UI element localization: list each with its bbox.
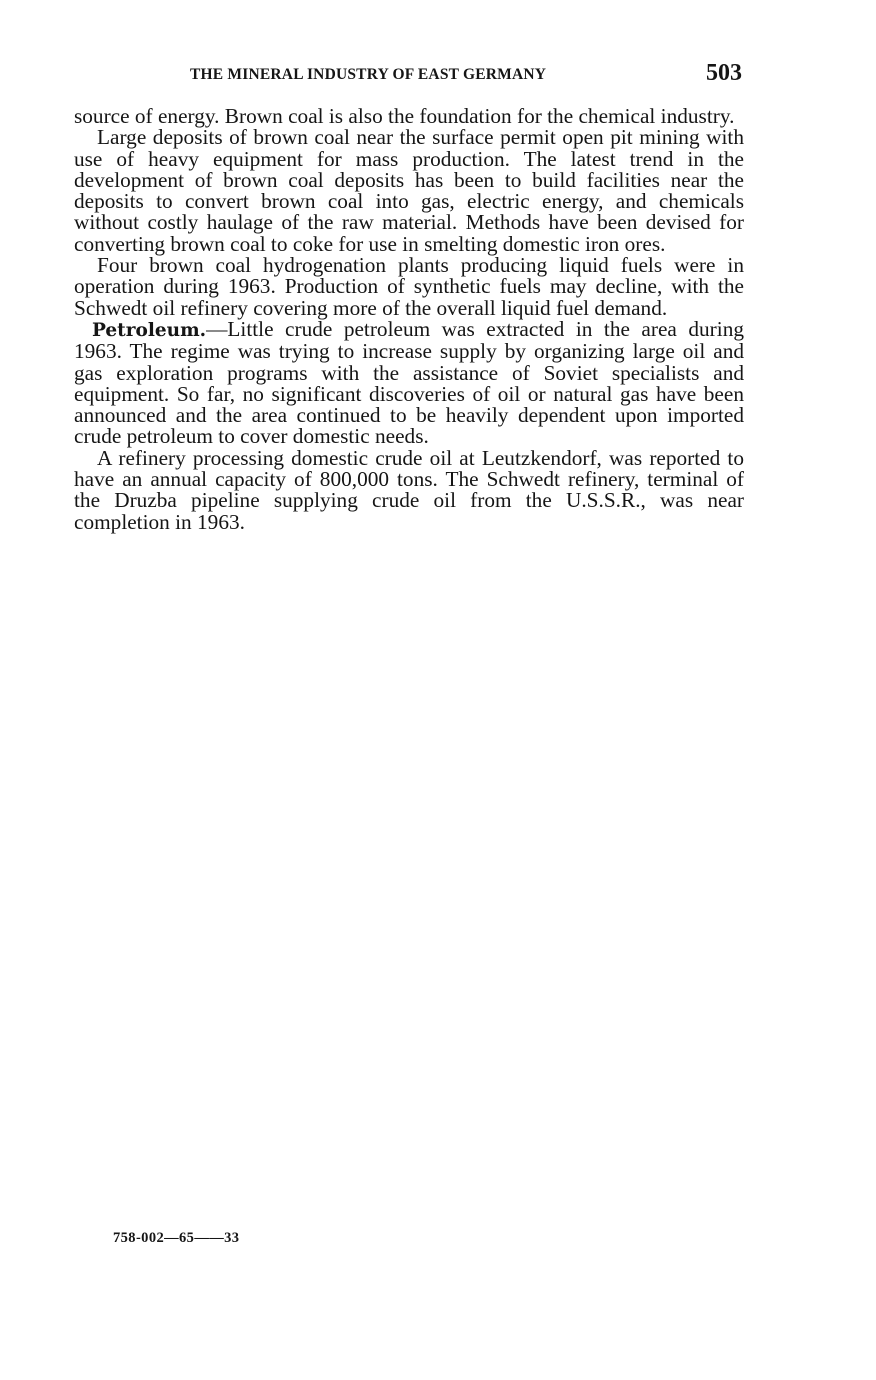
running-head: THE MINERAL INDUSTRY OF EAST GERMANY: [190, 66, 547, 83]
print-code: 758-002—65——33: [113, 1230, 240, 1246]
body-text: [74, 106, 744, 533]
section-heading-petroleum: Petroleum.: [92, 319, 207, 341]
paragraph-petroleum-text: —Little crude petroleum was extracted in the area during 1963. The regime was trying to increase supply by organizing large oil and gas exploration programs with the assistance of Soviet specialists and equipment. So far, no significant discoveries of oil or natural gas have been announced and the area continued to be heavily dependent upon imported crude petroleum to cover domestic needs.: [74, 316, 744, 449]
page-number: 503: [706, 60, 742, 86]
paragraph-petroleum: [74, 316, 744, 449]
paragraph-hydrogenation-plants: Four brown coal hydrogenation plants producing liquid fuels were in operation during 1963. Production of synthetic fuels may decline, with the Schwedt oil refinery covering more of the overall liquid fuel demand.: [74, 253, 744, 320]
paragraph-refinery: A refinery processing domestic crude oil at Leutzkendorf, was reported to have an annual capacity of 800,000 tons. The Schwedt refinery, terminal of the Druzba pipeline supplying crude oil from the U.S.S.R., was near completion in 1963.: [74, 445, 744, 534]
paragraph-energy-continued: source of energy. Brown coal is also the foundation for the chemical industry.: [74, 104, 735, 128]
paragraph-brown-coal-deposits: Large deposits of brown coal near the surface permit open pit mining with use of heavy equipment for mass production. The latest trend in the development of brown coal deposits has been to build facilities near the deposits to convert brown coal into gas, electric energy, and chemicals without costly haulage of the raw material. Methods have been devised for converting brown coal to coke for use in smelting domestic iron ores.: [74, 125, 744, 256]
